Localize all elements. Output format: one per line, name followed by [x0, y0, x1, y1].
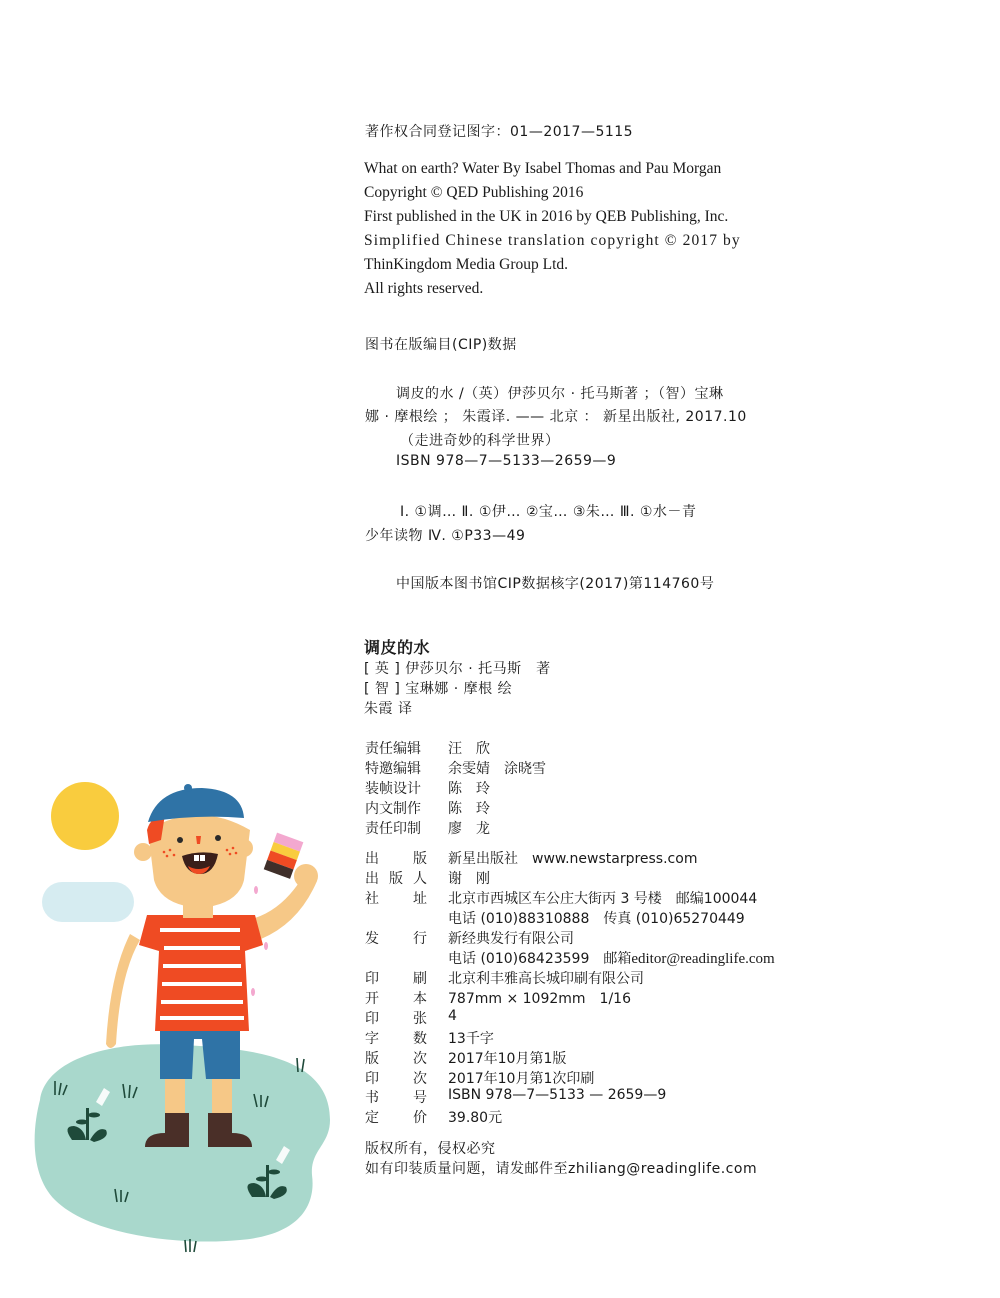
- staff-label: 装帧设计: [365, 781, 421, 797]
- staff-value: 余雯婧 涂晓雪: [448, 761, 546, 777]
- english-group-line: ThinKingdom Media Group Ltd.: [364, 256, 569, 273]
- impression-value: 2017年10月第1次印刷: [448, 1071, 595, 1087]
- distribution-phone: 电话 (010)68423599 邮箱: [448, 951, 632, 967]
- quality-notice: 如有印装质量问题，请发邮件至zhiliang@readinglife.com: [365, 1161, 758, 1177]
- publisher-person-label: 出 版 人: [365, 871, 427, 887]
- publisher-label: 出 版: [365, 851, 427, 867]
- address-phone-value: 电话 (010)88310888 传真 (010)65270449: [448, 911, 745, 927]
- english-copyright-line: Copyright © QED Publishing 2016: [364, 184, 584, 201]
- english-translation-line: Simplified Chinese translation copyright © 2017 by: [364, 232, 741, 249]
- isbn-value: ISBN 978—7—5133 — 2659—9: [448, 1087, 667, 1103]
- staff-label: 内文制作: [365, 801, 421, 817]
- copyright-registration: 著作权合同登记图字：01—2017—5115: [365, 124, 634, 140]
- cip-line-3: （走进奇妙的科学世界）: [400, 433, 560, 449]
- format-label: 开 本: [365, 991, 427, 1007]
- shirt: [139, 915, 263, 1031]
- address-label: 社 址: [365, 891, 427, 907]
- credit-illustrator: [ 智 ] 宝琳娜 · 摩根 绘: [364, 681, 513, 697]
- cip-isbn: ISBN 978—7—5133—2659—9: [396, 453, 617, 469]
- isbn-label: 书 号: [365, 1090, 427, 1106]
- impression-label: 印 次: [365, 1071, 427, 1087]
- printing-label: 印 刷: [365, 971, 427, 987]
- credit-author: [ 英 ] 伊莎贝尔 · 托马斯 著: [364, 661, 551, 677]
- publisher-person-value: 谢 刚: [448, 871, 490, 887]
- boy-illustration: [0, 700, 360, 1298]
- staff-label: 特邀编辑: [365, 761, 421, 777]
- price-label: 定 价: [365, 1110, 427, 1126]
- format-value: 787mm × 1092mm 1/16: [448, 991, 631, 1007]
- word-count-value: 13千字: [448, 1031, 494, 1047]
- cloud-icon: [42, 882, 134, 922]
- hat-icon: [148, 788, 244, 822]
- distribution-contact: [448, 948, 775, 968]
- staff-label: 责任编辑: [365, 741, 421, 757]
- staff-value: 陈 玲: [448, 801, 490, 817]
- book-title: 调皮的水: [364, 638, 431, 657]
- english-first-published-line: First published in the UK in 2016 by QEB Publishing, Inc.: [364, 208, 729, 225]
- distribution-email: editor@readinglife.com: [631, 951, 775, 967]
- publisher-value: 新星出版社 www.newstarpress.com: [448, 851, 698, 867]
- edition-label: 版 次: [365, 1051, 427, 1067]
- cip-line-1: 调皮的水 /（英）伊莎贝尔 · 托马斯著 ；（智）宝琳: [396, 386, 724, 402]
- english-title-line: What on earth? Water By Isabel Thomas and Pau Morgan: [364, 160, 722, 177]
- price-value: 39.80元: [448, 1110, 503, 1126]
- staff-value: 汪 欣: [448, 741, 490, 757]
- credit-translator: 朱霞 译: [364, 701, 413, 717]
- printing-value: 北京利丰雅高长城印刷有限公司: [448, 971, 644, 987]
- sun-icon: [51, 782, 119, 850]
- sheets-label: 印 张: [365, 1011, 427, 1027]
- distribution-value: 新经典发行有限公司: [448, 931, 574, 947]
- staff-value: 廖 龙: [448, 821, 490, 837]
- cip-line-2: 娜 · 摩根绘 ； 朱霞译. —— 北京 ： 新星出版社, 2017.10: [365, 409, 747, 425]
- sheets-value: 4: [448, 1008, 457, 1024]
- distribution-label: 发 行: [365, 931, 427, 947]
- word-count-label: 字 数: [365, 1031, 427, 1047]
- staff-value: 陈 玲: [448, 781, 490, 797]
- cip-heading: 图书在版编目(CIP)数据: [365, 337, 517, 353]
- cip-classification-2: 少年读物 Ⅳ. ①P33—49: [365, 528, 526, 544]
- staff-label: 责任印制: [365, 821, 421, 837]
- address-value: 北京市西城区车公庄大街丙 3 号楼 邮编100044: [448, 891, 758, 907]
- cip-classification-1: Ⅰ. ①调… Ⅱ. ①伊… ②宝… ③朱… Ⅲ. ①水－青: [400, 504, 697, 520]
- english-rights-line: All rights reserved.: [364, 280, 484, 297]
- cip-verification: 中国版本图书馆CIP数据核字(2017)第114760号: [396, 576, 715, 592]
- edition-value: 2017年10月第1版: [448, 1051, 567, 1067]
- rights-notice: 版权所有，侵权必究: [365, 1141, 496, 1157]
